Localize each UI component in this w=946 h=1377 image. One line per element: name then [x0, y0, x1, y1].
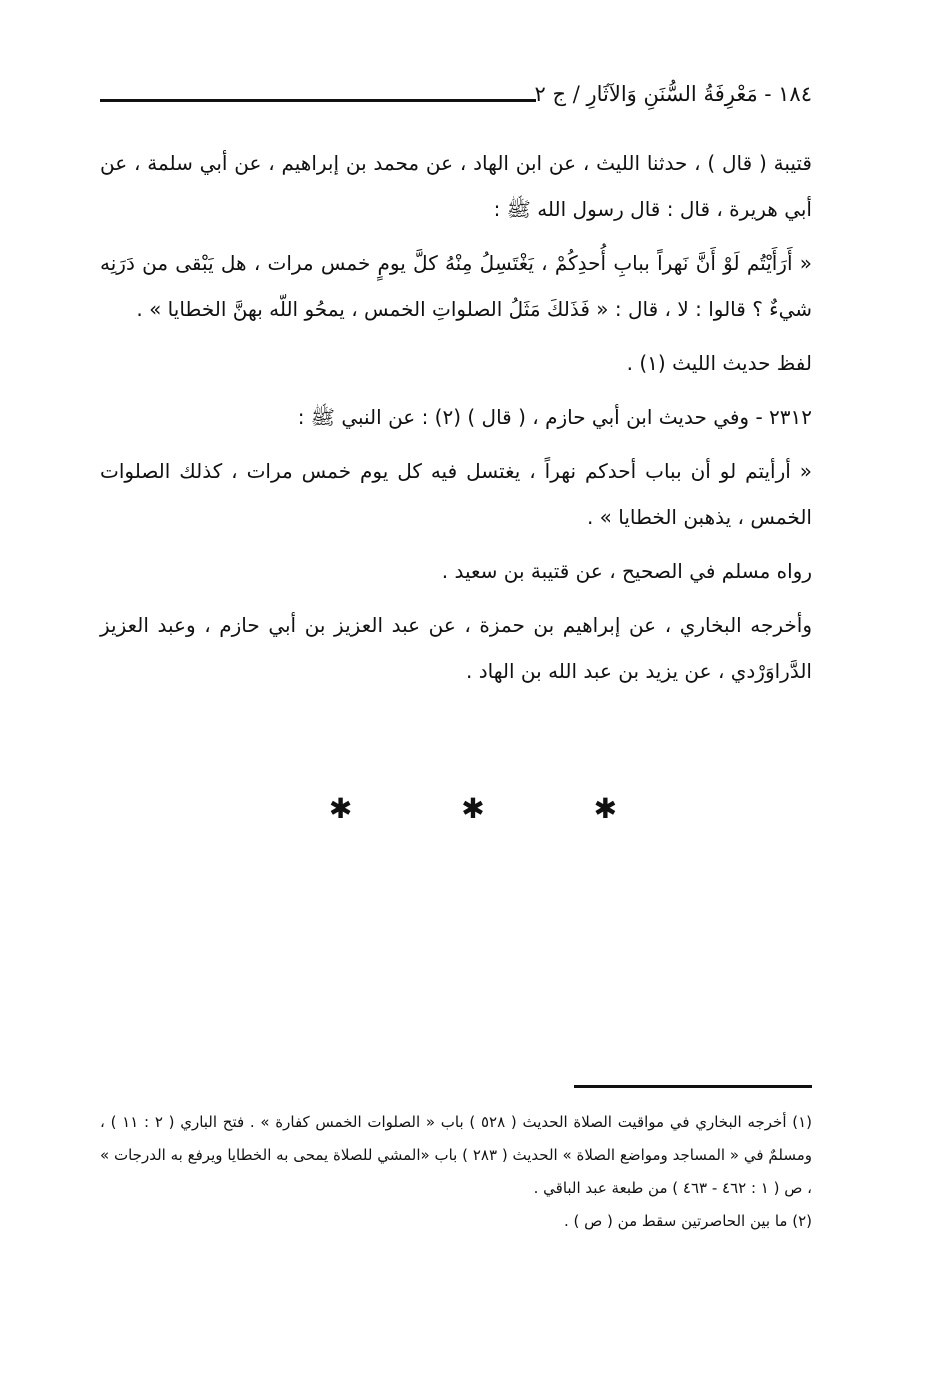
- paragraph-muslim-source: رواه مسلم في الصحيح ، عن قتيبة بن سعيد .: [441, 559, 812, 583]
- running-title: ١٨٤ - مَعْرِفَةُ السُّنَنِ وَالآثَارِ / ج ٢: [534, 82, 812, 106]
- footnotes: [100, 1106, 812, 1238]
- paragraph-hadith-text: « أَرَأَيْتُم لَوْ أَنَّ نَهراً ببابِ أُحدِكُمْ ، يَغْتَسِلُ مِنْهُ كلَّ يومٍ خمس مرات ، هل يَبْقى من دَرَنِه شيءٌ ؟ قالوا : لا ، قال : « فَذَلكَ مَثَلُ الصلواتِ الخمس ، يمحُو اللّه بهنَّ الخطايا » .: [100, 251, 812, 321]
- footnote-rule: [574, 1085, 812, 1088]
- paragraph-wording-note: لفظ حديث الليث (١) .: [626, 351, 812, 375]
- footnote-1: (١) أخرجه البخاري في مواقيت الصلاة الحديث ( ٥٢٨ ) باب « الصلوات الخمس كفارة » . فتح الباري ( ٢ : ١١ ) ، ومسلمٌ في « المساجد ومواضع الصلاة » الحديث ( ٢٨٣ ) باب «المشي للصلاة يمحى به الخطايا ويرفع به الدرجات » ، ص ( ١ : ٤٦٢ - ٤٦٣ ) من طبعة عبد الباقي .: [100, 1113, 813, 1197]
- paragraph-hadith-2312: ٢٣١٢ - وفي حديث ابن أبي حازم ، ( قال ) (٢) : عن النبي ﷺ :: [297, 405, 812, 429]
- page-header: [100, 78, 812, 118]
- main-text: [100, 140, 812, 702]
- section-separator: ✱ ✱ ✱: [328, 792, 668, 825]
- paragraph-bukhari-source: وأخرجه البخاري ، عن إبراهيم بن حمزة ، عن عبد العزيز بن أبي حازم ، وعبد العزيز الدَّراوَرْدي ، عن يزيد بن عبد الله بن الهاد .: [100, 613, 812, 683]
- footnote-2: (٢) ما بين الحاصرتين سقط من ( ص ) .: [564, 1212, 812, 1230]
- header-rule: [100, 99, 536, 102]
- paragraph-isnad: قتيبة ( قال ) ، حدثنا الليث ، عن ابن الهاد ، عن محمد بن إبراهيم ، عن أبي سلمة ، عن أبي هريرة ، قال : قال رسول الله ﷺ :: [100, 151, 812, 221]
- paragraph-hadith-2312-text: « أرأيتم لو أن بباب أحدكم نهراً ، يغتسل فيه كل يوم خمس مرات ، كذلك الصلوات الخمس ، يذهبن الخطايا » .: [100, 459, 812, 529]
